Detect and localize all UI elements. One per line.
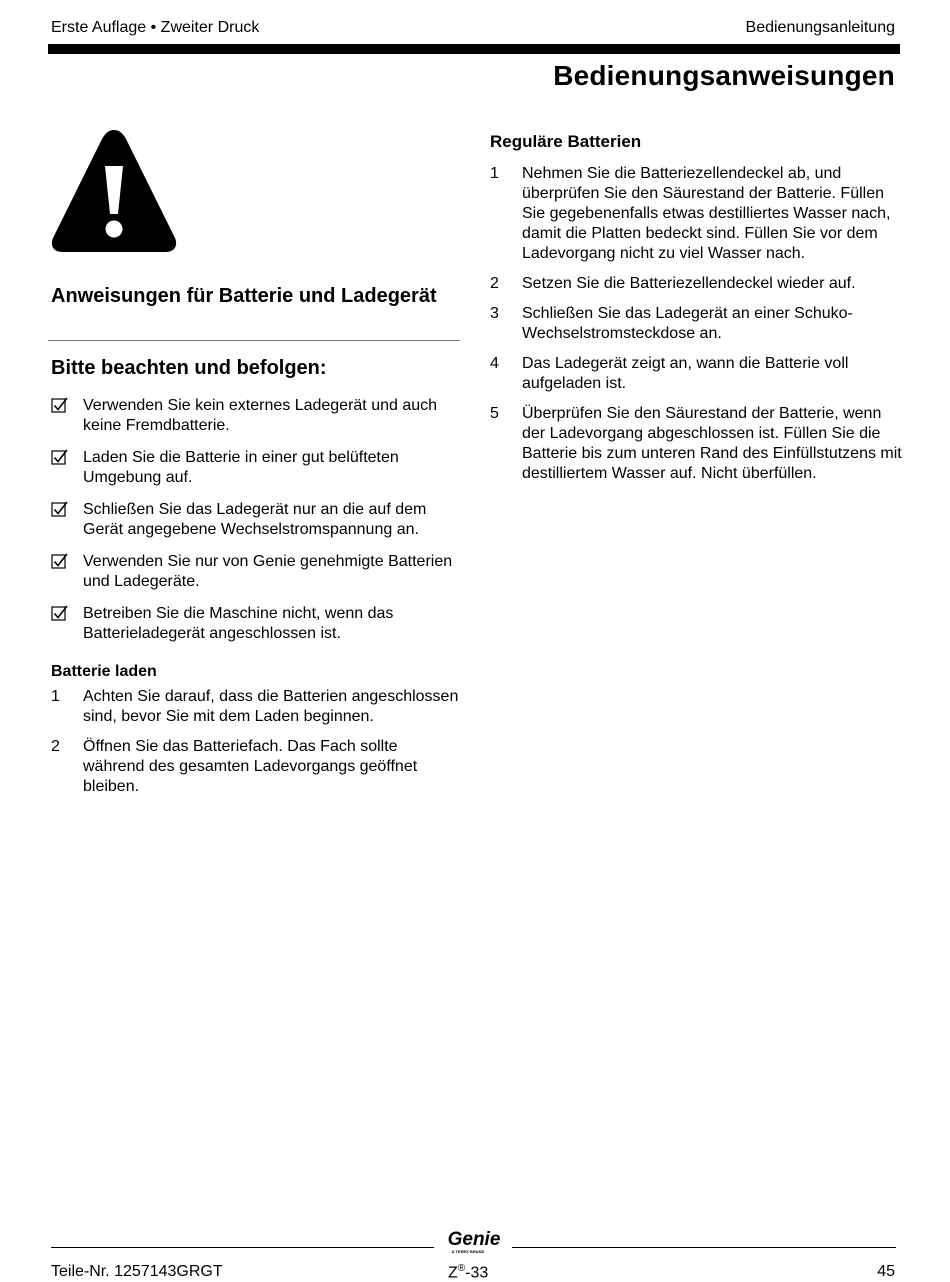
header-edition: Erste Auflage • Zweiter Druck [51, 19, 260, 36]
section-divider [48, 340, 460, 341]
part-number: Teile-Nr. 1257143GRGT [51, 1263, 223, 1280]
checklist-text: Laden Sie die Batterie in einer gut belüfteten Umgebung auf. [83, 449, 399, 486]
page-number: 45 [877, 1263, 895, 1280]
genie-logo [438, 1228, 510, 1254]
header-bar [48, 44, 900, 54]
regular-step [490, 304, 905, 344]
step-text: Öffnen Sie das Batteriefach. Das Fach sollte während des gesamten Ladevorgangs geöffnet bleiben. [83, 738, 418, 795]
checklist-item [51, 448, 461, 488]
step-text: Achten Sie darauf, dass die Batterien angeschlossen sind, bevor Sie mit dem Laden beginnen. [83, 688, 459, 725]
model-name [448, 1263, 488, 1282]
checklist-item [51, 396, 461, 436]
regular-step [490, 354, 905, 394]
step-number: 1 [51, 688, 60, 705]
step-number: 2 [51, 738, 60, 755]
checklist-item [51, 500, 461, 540]
step-text: Schließen Sie das Ladegerät an einer Schuko-Wechselstromsteckdose an. [522, 305, 853, 342]
charge-step [51, 687, 461, 727]
step-text: Überprüfen Sie den Säurestand der Batterie, wenn der Ladevorgang abgeschlossen ist. Füllen Sie die Batterie bis zum unteren Rand des Einfüllstutzens mit destilliertem Wasser auf. Nicht überfüllen. [522, 405, 902, 482]
checklist-item [51, 552, 461, 592]
checkbox-checked-icon [51, 501, 68, 518]
step-number: 1 [490, 165, 499, 182]
step-text: Das Ladegerät zeigt an, wann die Batterie voll aufgeladen ist. [522, 355, 849, 392]
charge-title: Batterie laden [51, 663, 157, 680]
logo-wordmark: Genie [447, 1229, 501, 1250]
checkbox-checked-icon [51, 449, 68, 466]
regular-step [490, 404, 905, 484]
page-title: Bedienungsanweisungen [553, 60, 895, 91]
model-suffix: -33 [465, 1264, 489, 1282]
regular-step [490, 274, 905, 294]
regular-title: Reguläre Batterien [490, 132, 642, 151]
step-text: Setzen Sie die Batteriezellendeckel wieder auf. [522, 275, 856, 292]
section-title: Anweisungen für Batterie und Ladegerät [51, 285, 437, 307]
step-number: 3 [490, 305, 499, 322]
checklist-text: Betreiben Sie die Maschine nicht, wenn das Batterieladegerät angeschlossen ist. [83, 605, 394, 642]
regular-step [490, 164, 905, 264]
checkbox-checked-icon [51, 553, 68, 570]
checklist-text: Verwenden Sie nur von Genie genehmigte Batterien und Ladegeräte. [83, 553, 453, 590]
step-number: 2 [490, 275, 499, 292]
observe-title: Bitte beachten und befolgen: [51, 357, 327, 379]
warning-triangle-icon [50, 128, 178, 256]
step-text: Nehmen Sie die Batteriezellendeckel ab, und überprüfen Sie den Säurestand der Batterie. Füllen Sie gegebenenfalls etwas destilliertes Wasser nach, damit die Platten bedeckt sind. Füllen Sie vor dem Ladevorgang nicht zu viel Wasser nach. [522, 165, 891, 262]
header-manual-title: Bedienungsanleitung [745, 19, 895, 36]
footer-rule-left [51, 1247, 434, 1248]
footer-rule-right [512, 1247, 896, 1248]
checkbox-checked-icon [51, 605, 68, 622]
step-number: 4 [490, 355, 499, 372]
step-number: 5 [490, 405, 499, 422]
charge-section [51, 662, 461, 807]
logo-tagline: A TEREX BRAND [451, 1249, 485, 1254]
charge-step [51, 737, 461, 797]
safety-checklist [51, 396, 461, 656]
model-prefix: Z [448, 1264, 458, 1282]
checklist-item [51, 604, 461, 644]
checklist-text: Verwenden Sie kein externes Ladegerät und auch keine Fremdbatterie. [83, 397, 438, 434]
regular-batteries-section [490, 132, 905, 494]
checklist-text: Schließen Sie das Ladegerät nur an die auf dem Gerät angegebene Wechselstromspannung an. [83, 501, 427, 538]
checkbox-checked-icon [51, 397, 68, 414]
registered-mark: ® [457, 1263, 466, 1274]
